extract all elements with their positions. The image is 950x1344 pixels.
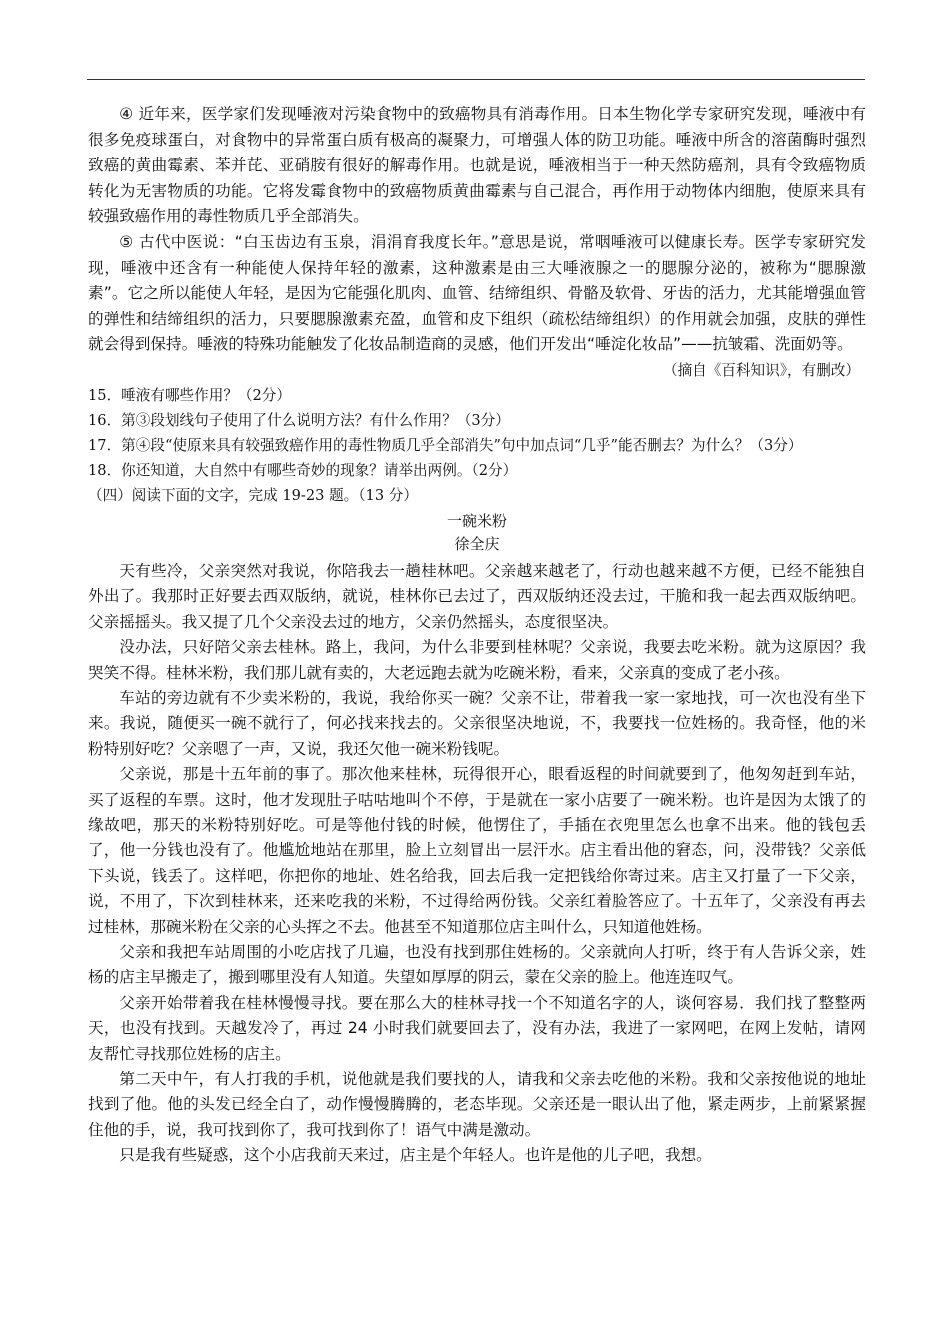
story-paragraph: 只是我有些疑惑，这个小店我前天来过，店主是个年轻人。也许是他的儿子吧，我想。	[119, 1146, 712, 1165]
page-content	[88, 102, 866, 1169]
story-paragraph: 父亲说，那是十五年前的事了。那次他来桂林，玩得很开心，眼看返程的时间就要到了，他匆匆赶到车站，买了返程的车票。这时，他才发现肚子咕咕地叫个不停，于是就在一家小店要了一碗米粉。也许是因为太饿了的缘故吧，那天的米粉特别好吃。可是等他付钱的时候，他愣住了，手插在衣兜里怎么也拿不出来。他的钱包丢了，他一分钱也没有了。他尴尬地站在那里，脸上立刻冒出一层汗水。店主看出他的窘态，问，没带钱？父亲低下头说，钱丢了。这样吧，你把你的地址、姓名给我，回去后我一定把钱给你寄过来。店主又打量了一下父亲，说，不用了，下次到桂林来，还来吃我的米粉，不过得给两份钱。父亲红着脸答应了。十五年了，父亲没有再去过桂林，那碗米粉在父亲的心头挥之不去。他甚至不知道那位店主叫什么，只知道他姓杨。	[88, 765, 866, 936]
story-paragraph: 没办法，只好陪父亲去桂林。路上，我问，为什么非要到桂林呢？父亲说，我要去吃米粉。就为这原因？我哭笑不得。桂林米粉，我们那儿就有卖的，大老远跑去就为吃碗米粉，看来，父亲真的变成了老小孩。	[88, 638, 866, 682]
header-rule	[87, 79, 865, 80]
story-title: 一碗米粉	[446, 511, 507, 530]
story-body	[88, 559, 866, 1169]
story-paragraph: 父亲和我把车站周围的小吃店找了几遍，也没有找到那住姓杨的。父亲就向人打听，终于有人告诉父亲，姓杨的店主早搬走了，搬到哪里没有人知道。失望如厚厚的阴云，蒙在父亲的脸上。他连连叹气。	[88, 943, 866, 987]
passage-paragraph-5: ⑤ 古代中医说：“白玉齿边有玉泉，涓涓育我度长年。”意思是说，常咽唾液可以健康长寿。医学专家研究发现，唾液中还含有一种能使人保持年轻的激素，这种激素是由三大唾液腺之一的腮腺分泌的，被称为“腮腺激素”。它之所以能使人年轻，是因为它能强化肌肉、血管、结缔组织、骨骼及软骨、牙齿的活力，尤其能增强血管的弹性和结缔组织的活力，只要腮腺激素充盈，血管和皮下组织（疏松结缔组织）的作用就会加强，皮肤的弹性就会得到保持。唾液的特殊功能触发了化妆品制造商的灵感，他们开发出“唾淀化妆品”——抗皱霜、洗面奶等。	[88, 232, 866, 354]
section-heading-4: （四）阅读下面的文字，完成 19-23 题。（13 分）	[88, 486, 418, 504]
question-18: 18．你还知道，大自然中有哪些奇妙的现象？请举出两例。（2分）	[88, 461, 518, 479]
story-paragraph: 父亲开始带着我在桂林慢慢寻找。要在那么大的桂林寻找一个不知道名字的人，谈何容易．我们找了整整两天，也没有找到。天越发冷了，再过 24 小时我们就要回去了，没有办法，我进了一家网吧，在网上发帖，请网友帮忙寻找那位姓杨的店主。	[88, 993, 866, 1063]
question-17: 17．第④段“使原来具有较强致癌作用的毒性物质几乎全部消失”句中加点词“几乎”能否删去？为什么？（3分）	[88, 436, 803, 454]
question-15: 15．唾液有哪些作用？（2分）	[88, 386, 291, 404]
story-paragraph: 天有些冷，父亲突然对我说，你陪我去一趟桂林吧。父亲越来越老了，行动也越来越不方便，已经不能独自外出了。我那时正好要去西双版纳，就说，桂林你已去过了，西双版纳还没去过，干脆和我一起去西双版纳吧。父亲摇摇头。我又提了几个父亲没去过的地方，父亲仍然摇头，态度很坚决。	[88, 561, 866, 631]
passage-source: （摘自《百科知识》，有删改）	[662, 361, 860, 379]
story-author: 徐全庆	[454, 534, 500, 553]
passage-paragraph-4: ④ 近年来，医学家们发现唾液对污染食物中的致癌物具有消毒作用。日本生物化学专家研究发现，唾液中有很多免疫球蛋白，对食物中的异常蛋白质有极高的凝聚力，可增强人体的防卫功能。唾液中所含的溶菌酶时强烈致癌的黄曲霉素、苯并芘、亚硝胺有很好的解毒作用。也就是说，唾液相当于一种天然防癌剂，具有令致癌物质转化为无害物质的功能。它将发霉食物中的致癌物质黄曲霉素与自己混合，再作用于动物体内细胞，使原来具有较强致癌作用的毒性物质几乎全部消失。	[88, 105, 866, 226]
story-paragraph: 第二天中午，有人打我的手机，说他就是我们要找的人，请我和父亲去吃他的米粉。我和父亲按他说的地址找到了他。他的头发已经全白了，动作慢慢腾腾的，老态毕现。父亲还是一眼认出了他，紧走两步，上前紧紧握住他的手，说，我可找到你了，我可找到你了！语气中满是激动。	[88, 1070, 866, 1139]
story-paragraph: 车站的旁边就有不少卖米粉的，我说，我给你买一碗？父亲不让，带着我一家一家地找，可一次也没有坐下来。我说，随便买一碗不就行了，何必找来找去的。父亲很坚决地说，不，我要找一位姓杨的。我奇怪，他的米粉特别好吃？父亲嗯了一声，又说，我还欠他一碗米粉钱呢。	[88, 688, 866, 758]
question-16: 16．第③段划线句子使用了什么说明方法？有什么作用？（3分）	[88, 411, 510, 429]
